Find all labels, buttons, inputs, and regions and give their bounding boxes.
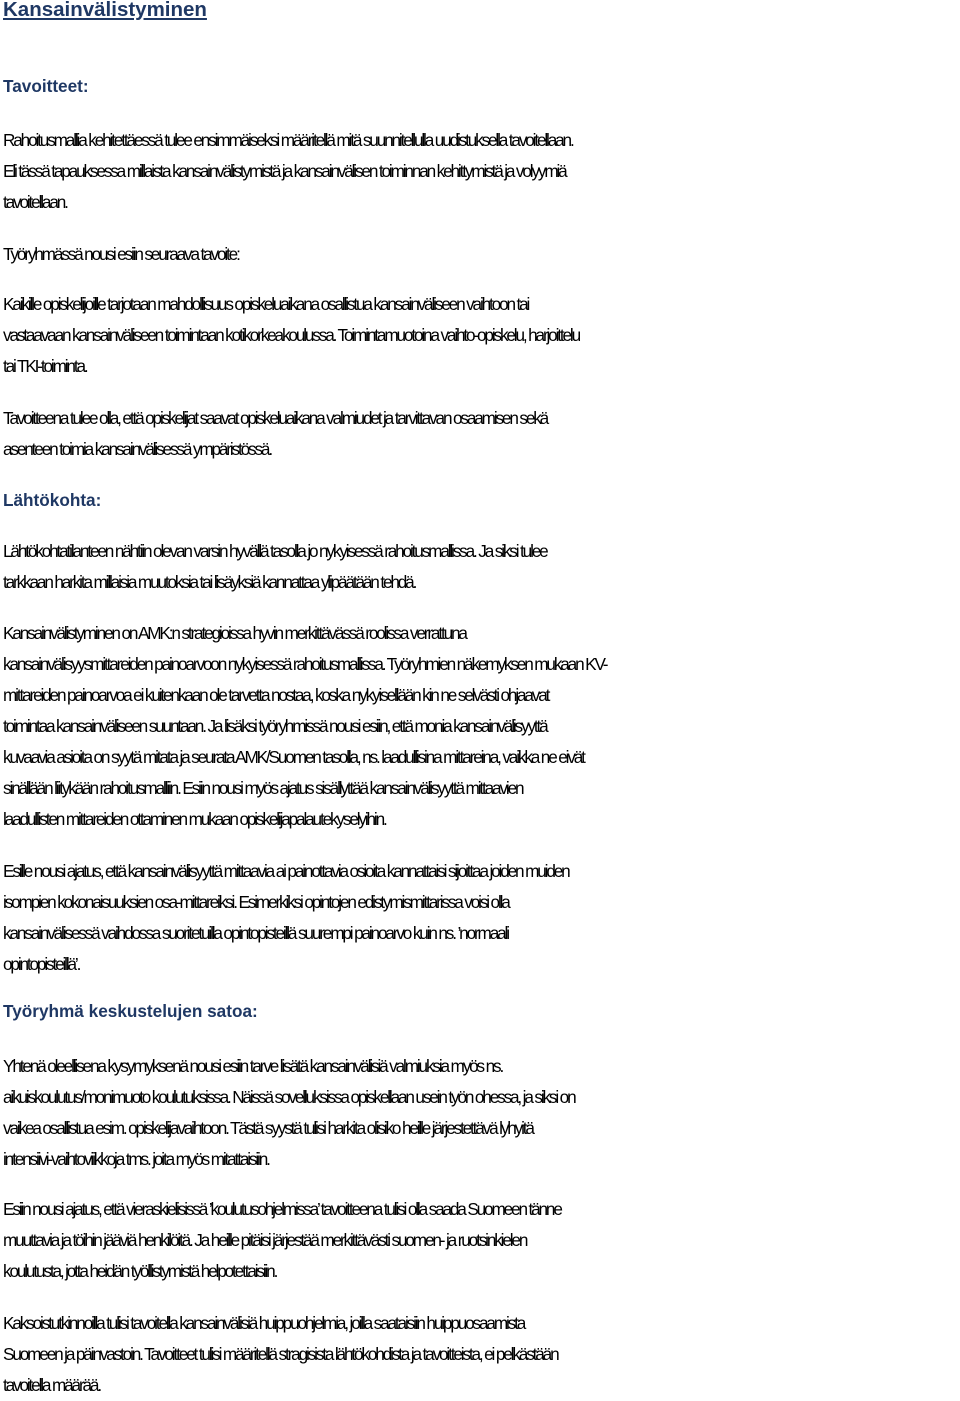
text-line: Kaikille opiskelijoille tarjotaan mahdollisuus opiskeluaikana osallistua kansainväliseen vaihtoon tai [3, 294, 529, 314]
text-line: tarkkaan harkita millaisia muutoksia tai lisäyksiä kannattaa ylipäätään tehdä. [3, 572, 416, 592]
text-line: vastaavaan kansainväliseen toimintaan kotikorkeakoulussa. Toimintamuotoina vaihto-opiskelu, harjoittelu [3, 325, 579, 345]
text-line: Suomeen ja päinvastoin. Tavoitteet tulisi määritellä stragisista lähtökohdista ja tavoitteista, ei pelkästään [3, 1344, 558, 1364]
section-heading-tavoitteet: Tavoitteet: [3, 76, 89, 96]
text-line: tavoitellaan. [3, 192, 67, 212]
text-line: Rahoitusmallia kehitettäessä tulee ensimmäiseksi määritellä mitä suunnitellulla uudistuksella tavoitellaan. [3, 130, 573, 150]
paragraph-satoa-3 [3, 1308, 960, 1401]
text-line: Esiin nousi ajatus, että vieraskielisissä ’koulutusohjelmissa’ tavoitteena tulisi olla saada Suomeen tänne [3, 1199, 561, 1219]
text-line: intensiivi-vaihtoviikkoja tms. joita myös mitattaisiin. [3, 1149, 269, 1169]
text-line: muuttavia ja töihin jääviä henkilöitä. Ja heille pitäisi järjestää merkittävästi suomen- ja ruotsinkielen [3, 1230, 527, 1250]
text-line: mittareiden painoarvoa ei kuitenkaan ole tarvetta nostaa, koska nykyisellään kin ne selvästi ohjaavat [3, 685, 549, 705]
document-title: Kansainvälistyminen [3, 0, 207, 21]
paragraph-lahtokohta-3 [3, 856, 960, 980]
text-line: aikuiskoulutus/monimuoto koulutuksissa. Näissä sovelluksissa opiskellaan usein työn ohessa, ja siksi on [3, 1087, 575, 1107]
paragraph-tavoitteet-4 [3, 403, 960, 465]
paragraph-lahtokohta-2 [3, 618, 960, 835]
text-line: koulutusta, jotta heidän työllistymistä helpotettaisiin. [3, 1261, 277, 1281]
text-line: Kansainvälistyminen on AMK:n strategioissa hyvin merkittävässä roolissa verrattuna [3, 623, 466, 643]
section-heading-lahtokohta: Lähtökohta: [3, 490, 102, 510]
text-line: opintopisteillä’. [3, 954, 80, 974]
paragraph-tavoitteet-2 [3, 239, 960, 270]
text-line: asenteen toimia kansainvälisessä ympäristössä. [3, 439, 271, 459]
text-line: toimintaa kansainväliseen suuntaan. Ja lisäksi työryhmissä nousi esiin, että monia kansainvälisyyttä [3, 716, 547, 736]
text-line: tavoitella määrää. [3, 1375, 100, 1395]
text-line: Lähtökohtatilanteen nähtiin olevan varsin hyvällä tasolla jo nykyisessä rahoitusmallissa. Ja siksi tulee [3, 541, 547, 561]
text-line: kuvaavia asioita on syytä mitata ja seurata AMK/Suomen tasolla, ns. laadullisina mittareina, vaikka ne eivät [3, 747, 584, 767]
text-line: Esille nousi ajatus, että kansainvälisyyttä mittaavia ai painottavia osioita kannattaisi sijoittaa joiden muiden [3, 861, 569, 881]
text-line: Työryhmässä nousi esiin seuraava tavoite: [3, 244, 239, 264]
text-line: isompien kokonaisuuksien osa-mittareiksi. Esimerkiksi opintojen edistymismittarissa voisi olla [3, 892, 509, 912]
text-line: Kaksoistutkinnoilla tulisi tavoitella kansainvälisiä huippuohjelmia, joilla saataisiin huippuosaamista [3, 1313, 525, 1333]
text-line: Yhtenä oleellisena kysymyksenä nousi esiin tarve lisätä kansainvälisiä valmiuksia myös ns. [3, 1056, 503, 1076]
text-line: kansainvälisyysmittareiden painoarvoon nykyisessä rahoitusmallissa. Työryhmien näkemyksen mukaan KV- [3, 654, 607, 674]
text-line: kansainvälisessä vaihdossa suoritetuilla opintopisteillä suurempi painoarvo kuin ns. ’normaali [3, 923, 508, 943]
paragraph-tavoitteet-3 [3, 289, 960, 382]
paragraph-tavoitteet-1 [3, 125, 960, 218]
section-heading-satoa: Työryhmä keskustelujen satoa: [3, 1001, 258, 1021]
paragraph-lahtokohta-1 [3, 536, 960, 598]
text-line: Tavoitteena tulee olla, että opiskelijat saavat opiskeluaikana valmiudet ja tarvittavan osaamisen sekä [3, 408, 548, 428]
text-line: laadullisten mittareiden ottaminen mukaan opiskelijapalautekyselyihin. [3, 809, 386, 829]
text-line: tai TKI-toiminta. [3, 356, 87, 376]
paragraph-satoa-1 [3, 1051, 960, 1175]
paragraph-satoa-2 [3, 1194, 960, 1287]
text-line: vaikea osallistua esim. opiskelijavaihtoon. Tästä syystä tulisi harkita olisiko heille järjestettävä lyhyitä [3, 1118, 533, 1138]
text-line: sinällään liitykään rahoitusmalliin. Esiin nousi myös ajatus sisällyttää kansainvälisyyttä mittaavien [3, 778, 523, 798]
text-line: Eli tässä tapauksessa millaista kansainvälistymistä ja kansainvälisen toiminnan kehittymistä ja volyymiä [3, 161, 566, 181]
